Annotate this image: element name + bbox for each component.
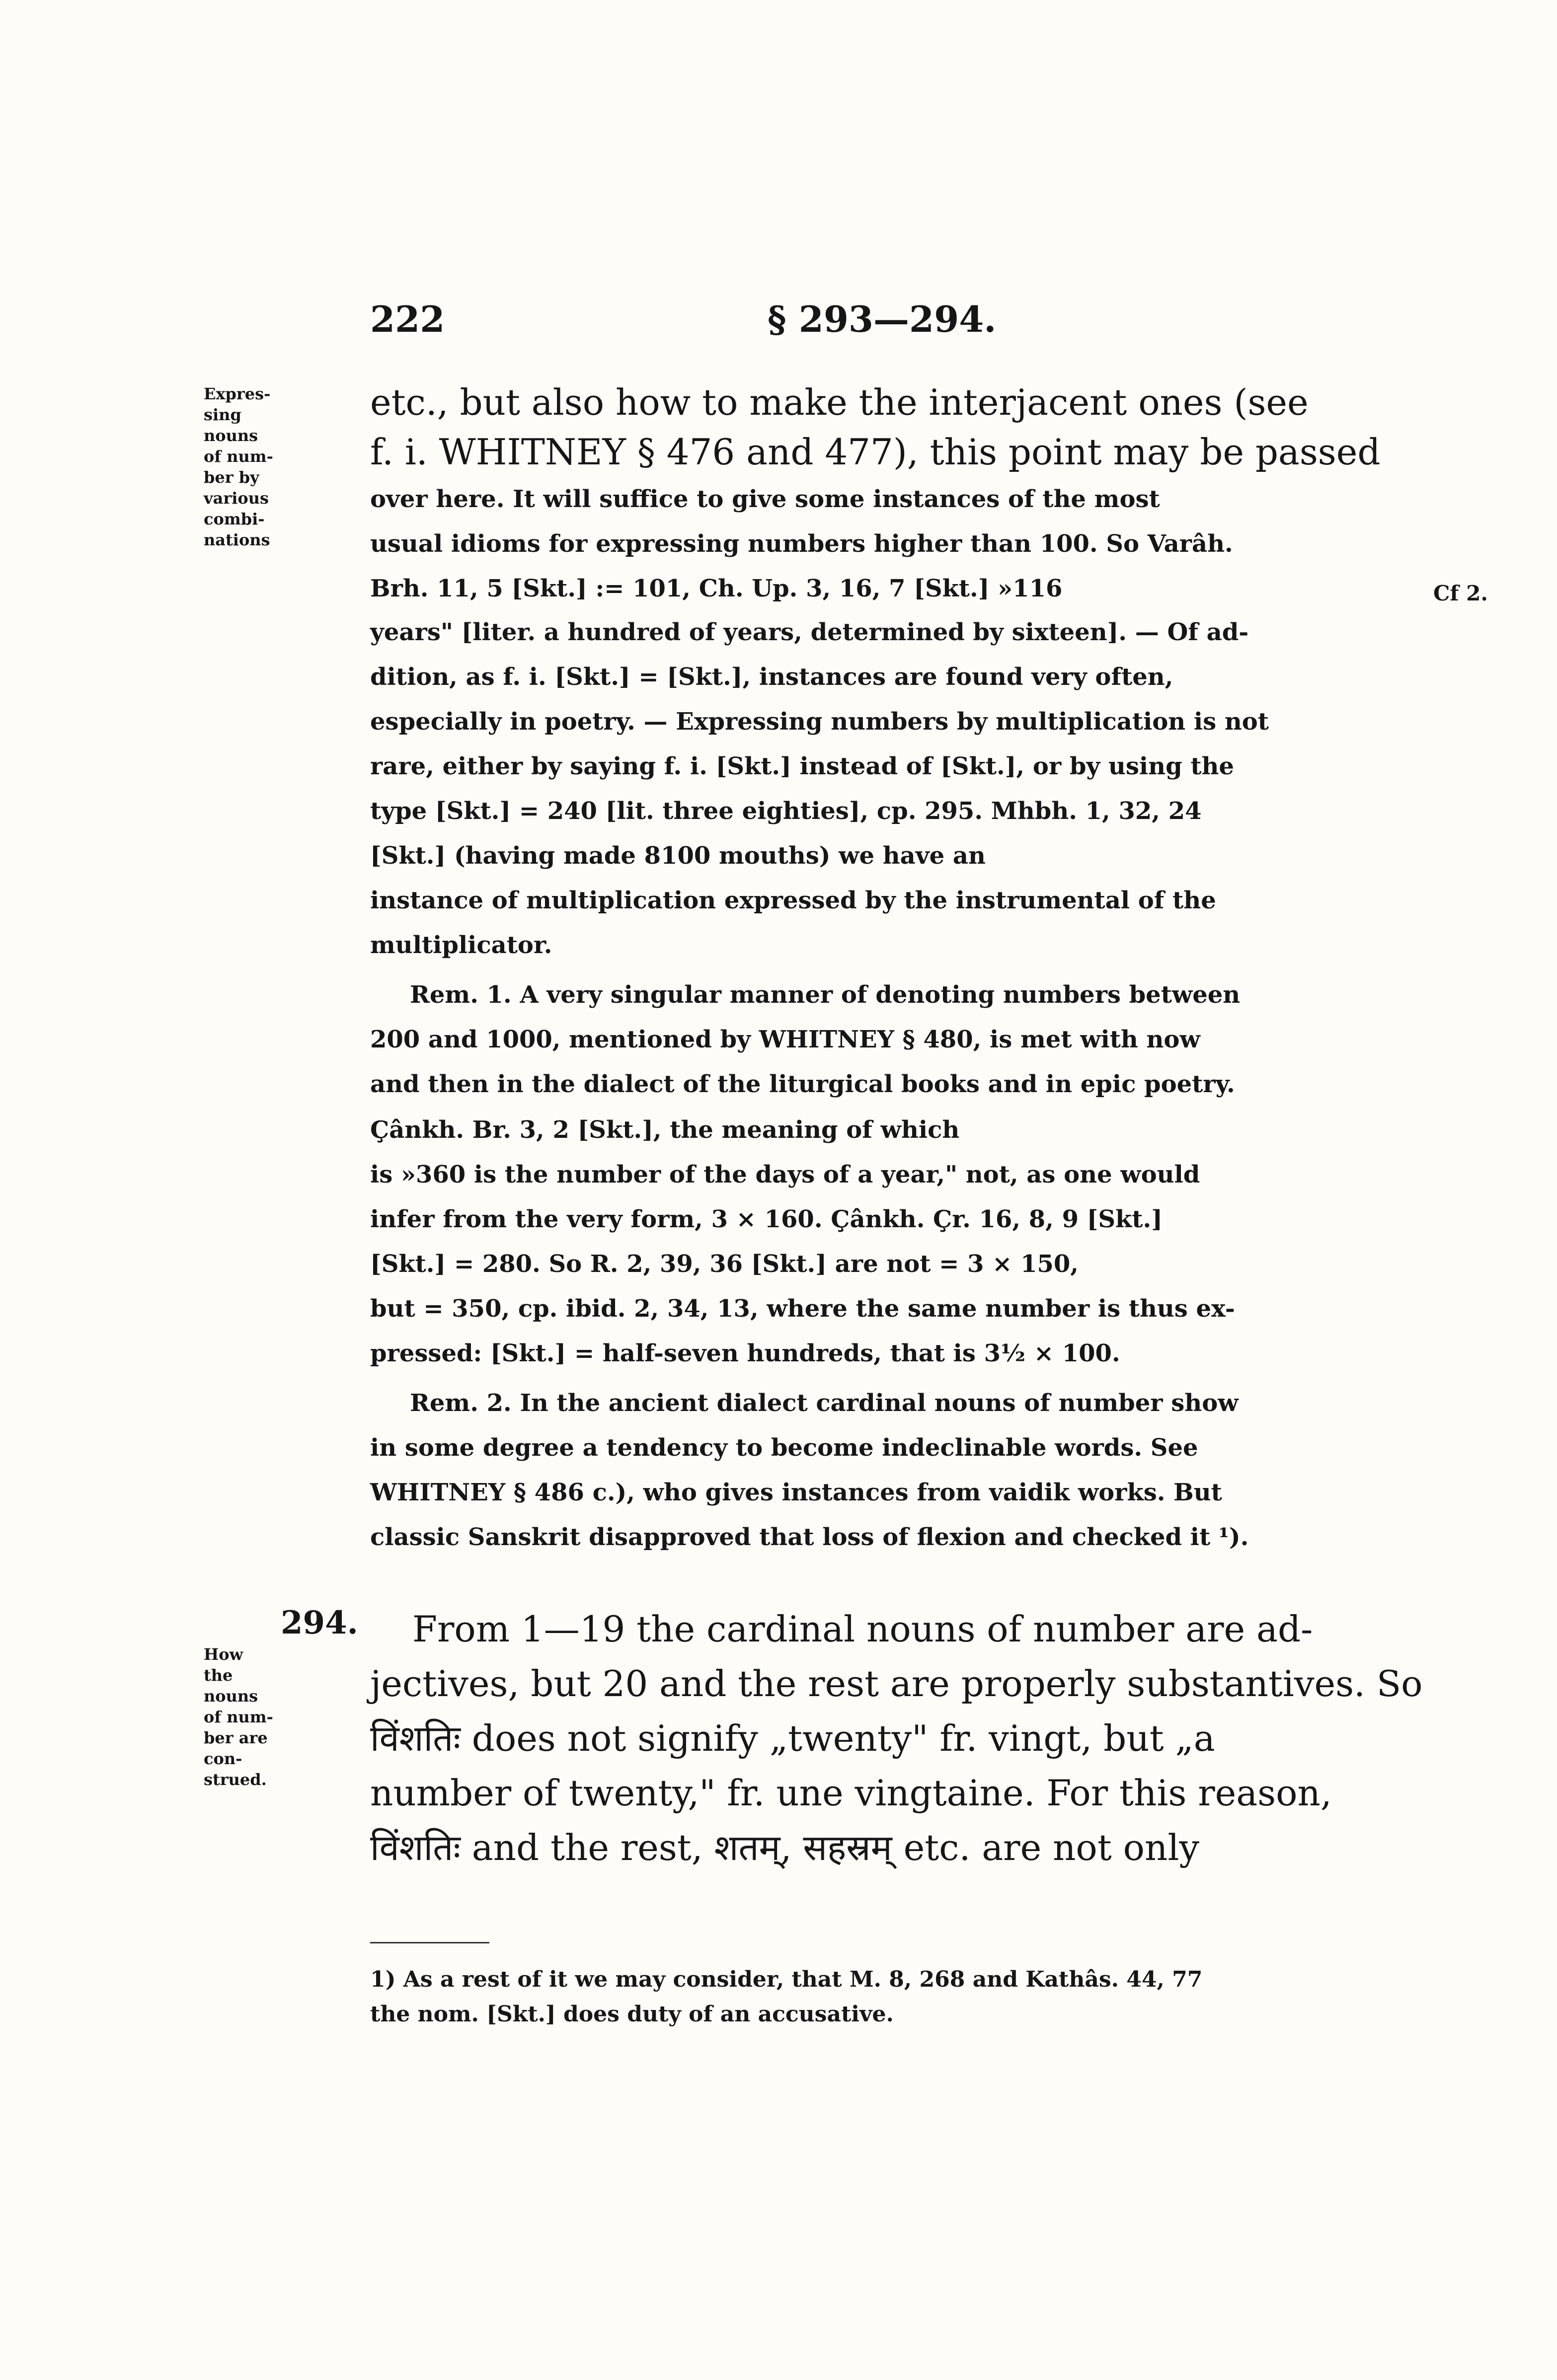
margin-line: con- (204, 1749, 242, 1768)
footnote-line: the nom. [Skt.] does duty of an accusative. (370, 2002, 894, 2027)
body-line: instance of multiplication expressed by the instrumental of the (370, 887, 1216, 914)
remark-2-line: Rem. 2. In the ancient dialect cardinal nouns of number show (410, 1389, 1239, 1417)
section-294-line: From 1—19 the cardinal nouns of number are ad- (412, 1608, 1313, 1650)
body-line: f. i. WHITNEY § 476 and 477), this point may be passed (370, 431, 1381, 473)
body-line: years" [liter. a hundred of years, determined by sixteen]. — Of ad- (370, 618, 1249, 646)
margin-line: of num- (204, 1708, 273, 1726)
body-line: usual idioms for expressing numbers higher than 100. So Varâh. (370, 530, 1233, 558)
section-294-line: विंशतिः and the rest, शतम्, सहस्रम् etc. are not only (370, 1827, 1200, 1868)
remark-1-line: infer from the very form, 3 × 160. Çânkh. Çr. 16, 8, 9 [Skt.] (370, 1205, 1163, 1233)
margin-line: nations (204, 530, 270, 549)
body-line: type [Skt.] = 240 [lit. three eighties], cp. 295. Mhbh. 1, 32, 24 (370, 797, 1202, 825)
margin-line: the (204, 1666, 233, 1685)
remark-2-line: in some degree a tendency to become indeclinable words. See (370, 1434, 1198, 1462)
footnote-line: 1) As a rest of it we may consider, that M. 8, 268 and Kathâs. 44, 77 (370, 1967, 1203, 1992)
margin-line: nouns (204, 426, 258, 445)
remark-1-line: and then in the dialect of the liturgical books and in epic poetry. (370, 1070, 1235, 1098)
body-line: [Skt.] (having made 8100 mouths) we have an (370, 842, 986, 870)
margin-line: of num- (204, 447, 273, 466)
margin-line: Expres- (204, 384, 271, 403)
margin-line: ber are (204, 1728, 268, 1747)
body-line: Brh. 11, 5 [Skt.] := 101, Ch. Up. 3, 16, 7 [Skt.] »116 (370, 575, 1063, 602)
margin-line: sing (204, 405, 241, 424)
remark-2-line: WHITNEY § 486 c.), who gives instances from vaidik works. But (370, 1479, 1222, 1506)
remark-1-line: but = 350, cp. ibid. 2, 34, 13, where the same number is thus ex- (370, 1295, 1235, 1323)
body-line: rare, either by saying f. i. [Skt.] instead of [Skt.], or by using the (370, 752, 1234, 780)
section-294-line: विंशतिः does not signify „twenty" fr. vingt, but „a (370, 1717, 1215, 1759)
page-header (370, 298, 1359, 343)
section-294-number: 294. (281, 1604, 358, 1641)
body-line: especially in poetry. — Expressing numbers by multiplication is not (370, 708, 1269, 736)
remark-1-line: Rem. 1. A very singular manner of denoting numbers between (410, 981, 1241, 1009)
margin-line: strued. (204, 1770, 267, 1789)
remark-1-line: Çânkh. Br. 3, 2 [Skt.], the meaning of which (370, 1116, 960, 1144)
remark-1-line: pressed: [Skt.] = half-seven hundreds, that is 3½ × 100. (370, 1339, 1120, 1367)
margin-line: How (204, 1645, 243, 1664)
margin-line: ber by (204, 468, 259, 487)
cross-reference-mark: Cf 2. (1433, 581, 1488, 605)
body-line: over here. It will suffice to give some instances of the most (370, 485, 1160, 513)
margin-line: various (204, 489, 269, 508)
footnote-rule (370, 1942, 489, 1943)
section-reference: § 293—294. (768, 298, 997, 340)
margin-note-expressing (204, 383, 363, 550)
section-294-line: number of twenty," fr. une vingtaine. For this reason, (370, 1772, 1332, 1814)
margin-line: combi- (204, 510, 265, 528)
body-line: etc., but also how to make the interjacent ones (see (370, 381, 1309, 423)
body-line: dition, as f. i. [Skt.] = [Skt.], instances are found very often, (370, 663, 1173, 691)
margin-line: nouns (204, 1687, 258, 1706)
body-line: multiplicator. (370, 931, 552, 959)
section-294-line: jectives, but 20 and the rest are properly substantives. So (370, 1663, 1423, 1705)
remark-1-line: is »360 is the number of the days of a year," not, as one would (370, 1161, 1200, 1189)
remark-1-line: [Skt.] = 280. So R. 2, 39, 36 [Skt.] are not = 3 × 150, (370, 1250, 1079, 1278)
remark-1-line: 200 and 1000, mentioned by WHITNEY § 480, is met with now (370, 1026, 1200, 1053)
page-number: 222 (370, 298, 445, 340)
margin-note-how (204, 1644, 363, 1790)
remark-2-line: classic Sanskrit disapproved that loss of flexion and checked it ¹). (370, 1523, 1249, 1551)
